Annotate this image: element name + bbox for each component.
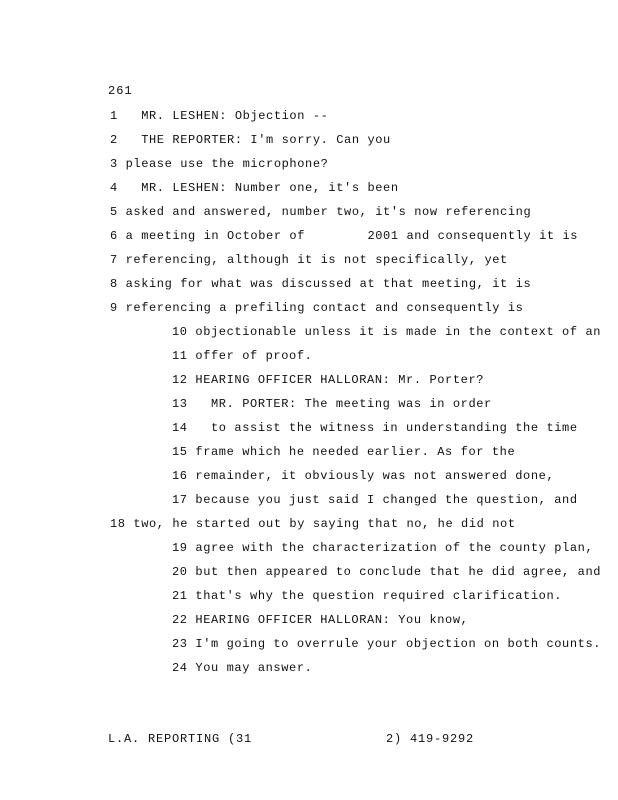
transcript-line: 23 I'm going to overrule your objection on both counts. bbox=[172, 637, 602, 651]
transcript-line: 18 two, he started out by saying that no, he did not bbox=[110, 517, 516, 531]
transcript-line: 16 remainder, it obviously was not answered done, bbox=[172, 469, 555, 483]
transcript-line: 21 that's why the question required clarification. bbox=[172, 589, 563, 603]
transcript-line: 19 agree with the characterization of the county plan, bbox=[172, 541, 594, 555]
transcript-line: 4 MR. LESHEN: Number one, it's been bbox=[110, 181, 399, 195]
transcript-line: 7 referencing, although it is not specifically, yet bbox=[110, 253, 508, 267]
transcript-line: 11 offer of proof. bbox=[172, 349, 313, 363]
page-number: 261 bbox=[108, 84, 133, 98]
transcript-line: 5 asked and answered, number two, it's now referencing bbox=[110, 205, 532, 219]
transcript-line: 24 You may answer. bbox=[172, 661, 313, 675]
footer-phone: 2) 419-9292 bbox=[386, 732, 475, 746]
transcript-line: 8 asking for what was discussed at that meeting, it is bbox=[110, 277, 532, 291]
transcript-line: 22 HEARING OFFICER HALLORAN: You know, bbox=[172, 613, 469, 627]
transcript-line: 9 referencing a prefiling contact and consequently is bbox=[110, 301, 524, 315]
transcript-line: 15 frame which he needed earlier. As for the bbox=[172, 445, 516, 459]
transcript-line: 17 because you just said I changed the question, and bbox=[172, 493, 578, 507]
transcript-line: 20 but then appeared to conclude that he did agree, and bbox=[172, 565, 602, 579]
transcript-line: 12 HEARING OFFICER HALLORAN: Mr. Porter? bbox=[172, 373, 485, 387]
transcript-line: 3 please use the microphone? bbox=[110, 157, 329, 171]
transcript-line: 10 objectionable unless it is made in the context of an bbox=[172, 325, 602, 339]
transcript-line: 13 MR. PORTER: The meeting was in order bbox=[172, 397, 492, 411]
transcript-line: 14 to assist the witness in understanding the time bbox=[172, 421, 578, 435]
transcript-line: 1 MR. LESHEN: Objection -- bbox=[110, 109, 329, 123]
footer-reporter-name: L.A. REPORTING (31 bbox=[108, 732, 253, 746]
transcript-line: 2 THE REPORTER: I'm sorry. Can you bbox=[110, 133, 391, 147]
transcript-line: 6 a meeting in October of 2001 and consequently it is bbox=[110, 229, 579, 243]
